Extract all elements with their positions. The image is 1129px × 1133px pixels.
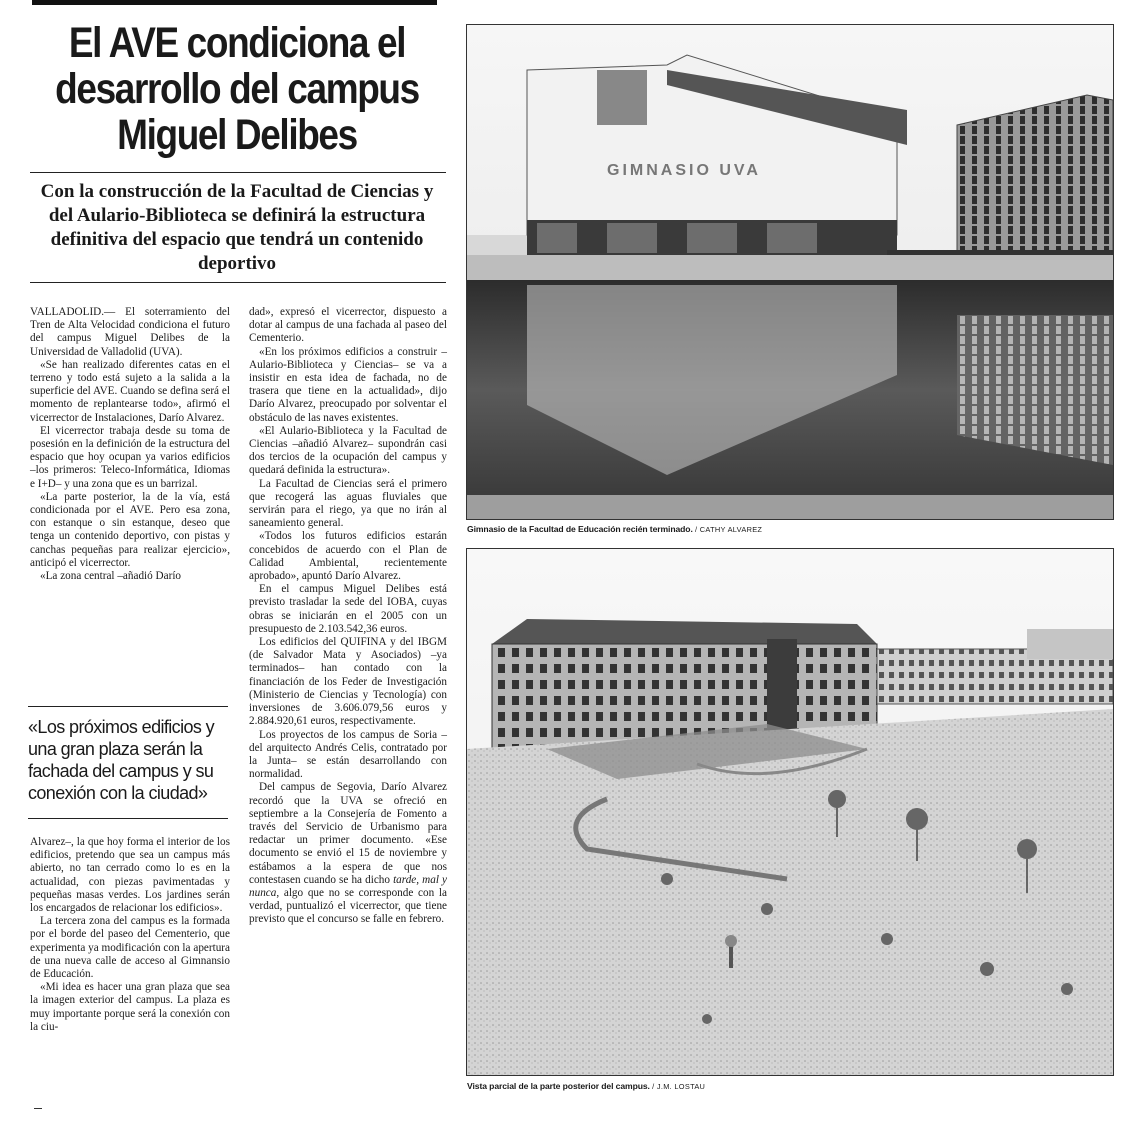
campus-photo-image (467, 549, 1113, 1075)
gymnasium-photo (466, 24, 1114, 520)
paragraph: Los edificios del QUIFINA y del IBGM (de Salvador Mata y Asociados) –ya terminados– han contado con la financiación de los Feder de Investigación (Ministerio de Ciencias y Tecnología) con inversiones de 3.606.079,56 euros y 2.884.920,61 euros, respectivamente. (249, 636, 447, 728)
pull-quote: «Los próximos edificios y una gran plaza serán la fachada del campus y su conexión con la ciudad» (28, 717, 215, 803)
article-column-2 (249, 306, 447, 927)
top-rule (32, 0, 437, 5)
caption-text: Vista parcial de la parte posterior del campus. (467, 1081, 650, 1091)
gym-sign: GIMNASIO UVA (607, 162, 761, 179)
campus-photo-caption (467, 1081, 1107, 1091)
paragraph-text: , algo que no se corresponde con la verdad, puntualizó el vicerrector, que tiene previsto que el concurso se falle en febrero. (249, 886, 447, 926)
paragraph: «Todos los futuros edificios estarán concebidos de acuerdo con el Plan de Calidad Ambiental, recientemente aprobado», apuntó Darío Alvarez. (249, 530, 447, 583)
caption-text: Gimnasio de la Facultad de Educación recién terminado. (467, 524, 693, 534)
paragraph-text: Del campus de Segovia, Darío Alvarez recordó que la UVA se ofreció en septiembre a la Consejería de Fomento a través del Servicio de Urbanismo para redactar un primer documento. «Ese documento se envió el 15 de noviembre y estábamos a la espera de que nos contestasen cuando se ha dicho (249, 781, 447, 886)
article-column-1-bottom (30, 836, 230, 1034)
paragraph: La tercera zona del campus es la formada por el borde del paseo del Cementerio, que experimenta ya modificación con la apertura de una nueva calle de acceso al Gimnansio de Educación. (30, 915, 230, 981)
paragraph: «Mi idea es hacer una gran plaza que sea la imagen exterior del campus. La plaza es muy importante porque será la conexión con la ciu- (30, 981, 230, 1033)
paragraph: «El Aulario-Biblioteca y la Facultad de Ciencias –añadió Alvarez– supondrán casi dos tercios de la ocupación del campus y quedará definida la estructura». (249, 424, 447, 477)
paragraph: La Facultad de Ciencias será el primero que recogerá las aguas fluviales que servirán para el riego, ya que no irán al saneamiento general. (249, 477, 447, 530)
photo-credit: / CATHY ALVAREZ (695, 525, 763, 534)
gymnasium-photo-image (467, 25, 1113, 519)
photo-credit: / J.M. LOSTAU (652, 1082, 706, 1091)
column-end-dash (34, 1108, 42, 1109)
paragraph: «La zona central –añadió Darío (40, 570, 182, 583)
paragraph: Los proyectos de los campus de Soria –del arquitecto Andrés Celis, contratado por la Junta– se están desarrollando con normalidad. (249, 728, 447, 781)
emphasis-text: tarde, mal y nunca (249, 873, 448, 899)
paragraph: VALLADOLID.— El soterramiento del Tren de Alta Velocidad condiciona el futuro del campus Miguel Delibes de la Universidad de Valladolid (UVA). (30, 306, 230, 358)
subheadline-divider (30, 282, 446, 283)
pull-quote-top-rule (28, 706, 228, 707)
pull-quote-bottom-rule (28, 818, 228, 819)
paragraph: «Se han realizado diferentes catas en el terreno y todo está sujeto a la salida a la superficie del AVE. Cuando se defina será el momento de replantearse todo», afirmó el vicerrector de Instalaciones, Darío Alvarez. (30, 358, 230, 424)
paragraph: dad», expresó el vicerrector, dispuesto a dotar al campus de una fachada al paseo del Cementerio. (249, 306, 447, 345)
article-column-1-top (30, 306, 230, 583)
headline: El AVE condiciona el desarrollo del campus Miguel Delibes (55, 19, 419, 159)
paragraph: Alvarez–, la que hoy forma el interior de los edificios, pretendo que sea un campus más abierto, no tan cerrado como lo es en la actualidad, con piezas pavimentadas y pequeñas masas verdes. Los jardines serán los encargados de relacionar los edificios». (30, 836, 230, 915)
campus-photo (466, 548, 1114, 1076)
paragraph: En el campus Miguel Delibes está previsto trasladar la sede del IOBA, cuyas obras se iniciarán en el 2005 con un presupuesto de 2.103.542,36 euros. (249, 583, 447, 635)
headline-divider (30, 172, 446, 173)
paragraph: «La parte posterior, la de la vía, está condicionada por el AVE. Pero esa zona, con estanque o sin estanque, deseo que tenga un contenido deportivo, con pistas y canchas pequeñas para realizar ejercicio», anticipó el vicerrector. (30, 490, 230, 569)
subheadline: Con la construcción de la Facultad de Ciencias y del Aulario-Biblioteca se definirá la estructura definitiva del espacio que tendrá un contenido deportivo (40, 181, 434, 274)
paragraph: El vicerrector trabaja desde su toma de posesión en la definición de la estructura del espacio que hoy ocupan ya varios edificios –los primeros: Teleco-Informática, Idiomas e I+D– y una zona que es un barrizal. (30, 424, 230, 490)
gymnasium-photo-caption (467, 524, 1107, 534)
paragraph: «En los próximos edificios a construir –Aulario-Biblioteca y Ciencias– se va a insistir en esta idea de fachada, no de trasera que tiene en la actualidad», dijo Darío Alvarez, preocupado por solventar el obstáculo de las naves existentes. (249, 345, 447, 424)
paragraph (249, 781, 447, 926)
